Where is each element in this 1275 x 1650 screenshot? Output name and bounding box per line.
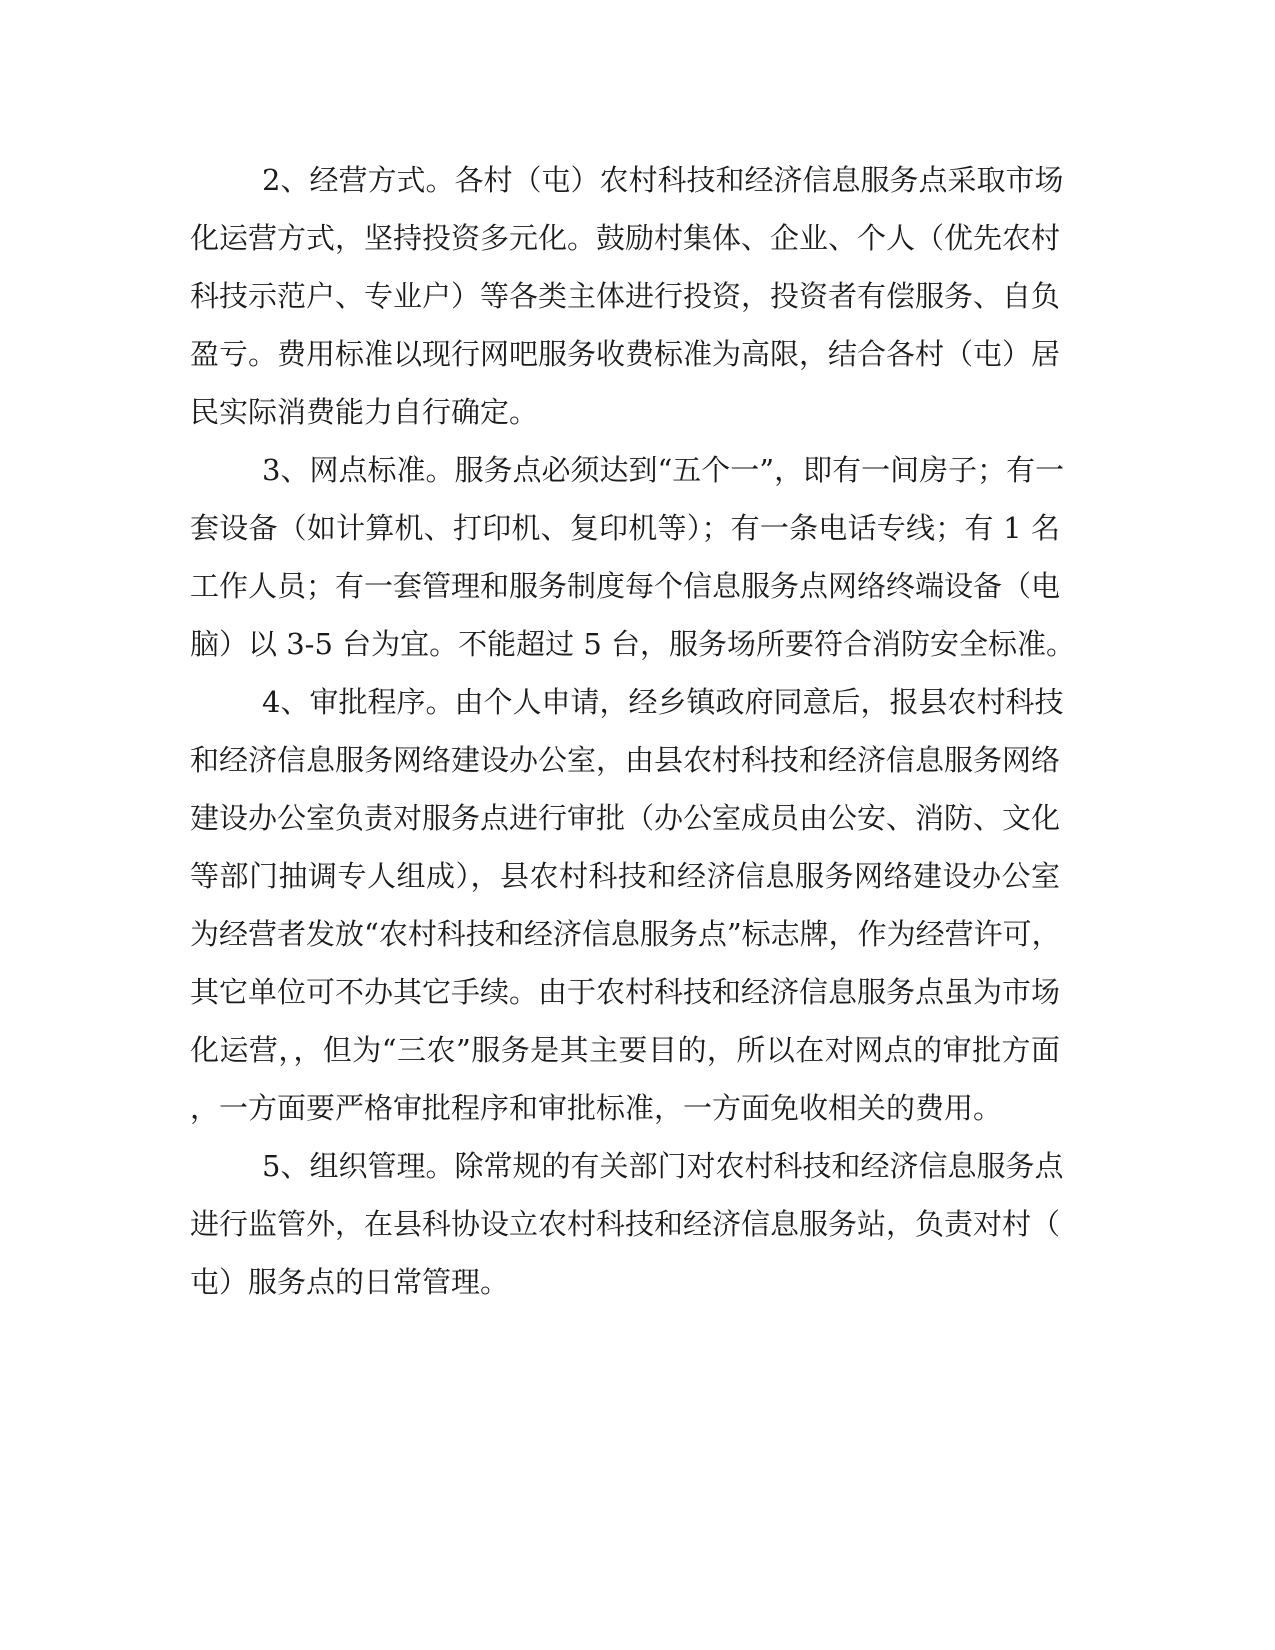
paragraph-4-line-4: 等部门抽调专人组成），县农村科技和经济信息服务网络建设办公室 (190, 859, 1060, 893)
paragraph-2-line-2: 化运营方式，坚持投资多元化。鼓励村集体、企业、个人（优先农村 (190, 221, 1061, 255)
paragraph-4-line-1: 4、审批程序。由个人申请，经乡镇政府同意后，报县农村科技 (262, 685, 1064, 719)
paragraph-4-line-7: 化运营，，但为“三农”服务是其主要目的，所以在对网点的审批方面 (190, 1033, 1060, 1067)
paragraph-4-line-2: 和经济信息服务网络建设办公室，由县农村科技和经济信息服务网络 (190, 743, 1061, 777)
paragraph-2-line-5: 民实际消费能力自行确定。 (190, 395, 539, 429)
paragraph-4-line-6: 其它单位可不办其它手续。由于农村科技和经济信息服务点虽为市场 (190, 975, 1061, 1009)
paragraph-3-line-2: 套设备（如计算机、打印机、复印机等）；有一条电话专线；有 1 名 (190, 511, 1060, 545)
paragraph-5-line-3: 屯）服务点的日常管理。 (190, 1265, 510, 1299)
paragraph-3-line-4: 脑）以 3-5 台为宜。不能超过 5 台，服务场所要符合消防安全标准。 (190, 627, 1076, 661)
paragraph-3-line-3: 工作人员；有一套管理和服务制度每个信息服务点网络终端设备（电 (190, 569, 1061, 603)
paragraph-3-line-1: 3、网点标准。服务点必须达到“五个一”，即有一间房子；有一 (262, 453, 1065, 487)
paragraph-5-line-2: 进行监管外，在县科协设立农村科技和经济信息服务站，负责对村（ (190, 1207, 1061, 1241)
paragraph-4-line-8: ，一方面要严格审批程序和审批标准，一方面免收相关的费用。 (190, 1091, 1003, 1125)
paragraph-4-line-5: 为经营者发放“农村科技和经济信息服务点”标志牌，作为经营许可， (190, 917, 1061, 951)
paragraph-5-line-1: 5、组织管理。除常规的有关部门对农村科技和经济信息服务点 (262, 1149, 1064, 1183)
paragraph-2-line-3: 科技示范户、专业户）等各类主体进行投资，投资者有偿服务、自负 (190, 279, 1061, 313)
paragraph-4-line-3: 建设办公室负责对服务点进行审批（办公室成员由公安、消防、文化 (190, 801, 1061, 835)
paragraph-2-line-1: 2、经营方式。各村（屯）农村科技和经济信息服务点采取市场 (262, 163, 1064, 197)
paragraph-2-line-4: 盈亏。费用标准以现行网吧服务收费标准为高限，结合各村（屯）居 (190, 337, 1061, 371)
